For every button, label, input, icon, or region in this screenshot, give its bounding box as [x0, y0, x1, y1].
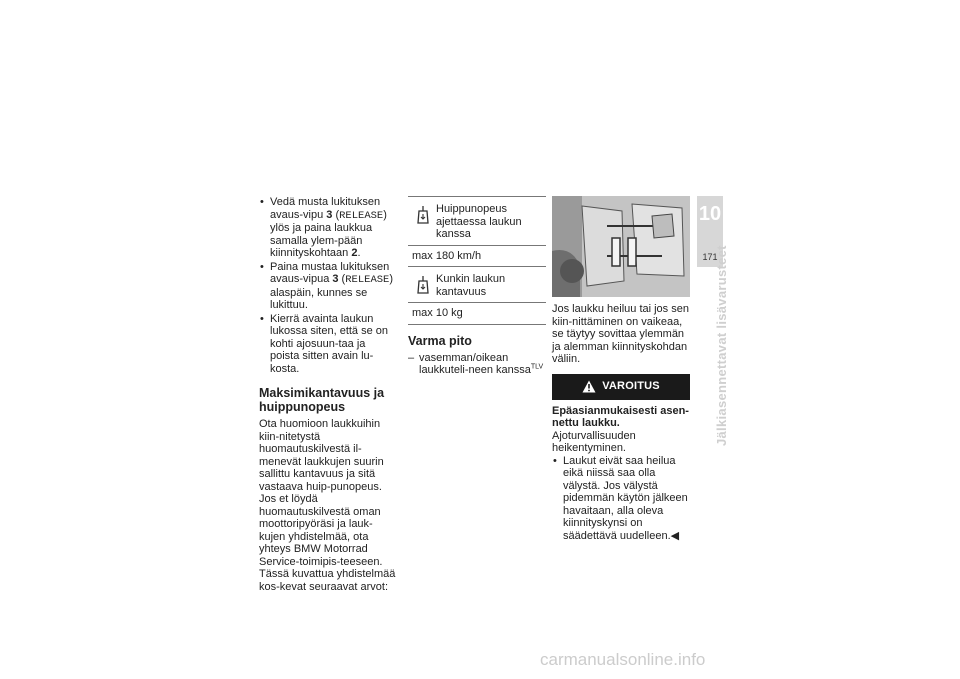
weight-icon [417, 205, 429, 225]
column-1 [259, 196, 397, 593]
warning-text: Ajoturvallisuuden heikentyminen. [552, 429, 636, 454]
paragraph: Jos et löydä huomautuskilvestä oman moottoripyöräsi ja lauk-kujen yhdistelmää, ota yhteys BMW Motorrad Service-toimipis-teeseen. [259, 493, 383, 568]
list-item [408, 352, 546, 377]
spec-value: max 180 km/h [408, 246, 546, 268]
paragraph: Ota huomioon laukkuihin kiin-nitetystä huomautuskilvestä il-menevät laukkujen suurin sallittu kantavuus ja sitä vastaava huip-punopeus. [259, 418, 384, 493]
reference-number: 3 [326, 208, 333, 221]
list-item-text: ( [332, 208, 340, 221]
superscript: TLV [530, 363, 544, 371]
reference-number: 3 [332, 273, 339, 285]
warning-banner [552, 374, 690, 400]
chapter-number: 10 [698, 203, 722, 225]
weight-icon [417, 275, 429, 295]
spec-label-row [408, 267, 546, 303]
list-item [552, 455, 690, 543]
warning-icon [582, 380, 596, 393]
luggage-photo [552, 196, 690, 297]
spec-value: max 10 kg [412, 307, 463, 319]
column-3 [552, 196, 690, 543]
reference-number: 2 [351, 247, 358, 259]
list-item-text: . [357, 247, 361, 259]
end-mark-icon: ◀ [670, 529, 680, 542]
list-item-text: Kierrä avainta laukun lukossa siten, että se on kohti ajosuun-taa ja poista sitten avain lu-kosta. [270, 312, 389, 375]
spec-label: Kunkin laukun kantavuus [436, 273, 506, 298]
list-item-text: ) ylös ja paina laukkua samalla ylem-pään kiinnityskohtaan [270, 208, 387, 259]
list-item [259, 196, 397, 260]
chapter-title: Jälkiasennettavat lisävarusteet [714, 245, 729, 446]
section-heading: Maksimikantavuus ja huippunopeus [259, 386, 385, 414]
column-2 [408, 196, 546, 377]
spec-label: Huippunopeus ajettaessa laukun kanssa [436, 203, 522, 240]
list-item-text: ( [338, 273, 346, 285]
paragraph: Jos laukku heiluu tai jos sen kiin-nittäminen on vaikeaa, se täytyy sovittaa ylemmän ja alemman kiinnityskohdan väliin. [552, 303, 689, 365]
list-item-text: ) alaspäin, kunnes se lukittuu. [270, 273, 394, 311]
list-item-text: Paina mustaa lukituksen avaus-vipua [270, 260, 390, 285]
watermark: carmanualsonline.info [540, 650, 706, 669]
warning-label: VAROITUS [602, 380, 660, 393]
release-label: RELEASE [345, 274, 390, 286]
list-item-text: vasemman/oikean laukkuteli-neen kanssa [419, 351, 531, 376]
section-heading: Varma pito [408, 333, 472, 348]
photo-illustration [552, 196, 690, 297]
list-item-text: Laukut eivät saa heilua eikä niissä saa olla välystä. Jos välystä pidemmän käytön jälkeen havaitaan, alla oleva kiinnityskynsi on säädettävä uudelleen. [563, 454, 688, 542]
list-item [259, 313, 397, 376]
release-label: RELEASE [339, 209, 384, 222]
list-item-text: Vedä musta lukituksen avaus-vipu [270, 196, 381, 221]
warning-title: Epäasianmukaisesti asen-nettu laukku. [552, 404, 689, 429]
spec-label-row [408, 197, 546, 246]
spec-table [408, 196, 546, 325]
paragraph: Tässä kuvattua yhdistelmää kos-kevat seuraavat arvot: [259, 568, 396, 593]
list-item [259, 261, 397, 312]
page-number: 171 [702, 252, 718, 262]
